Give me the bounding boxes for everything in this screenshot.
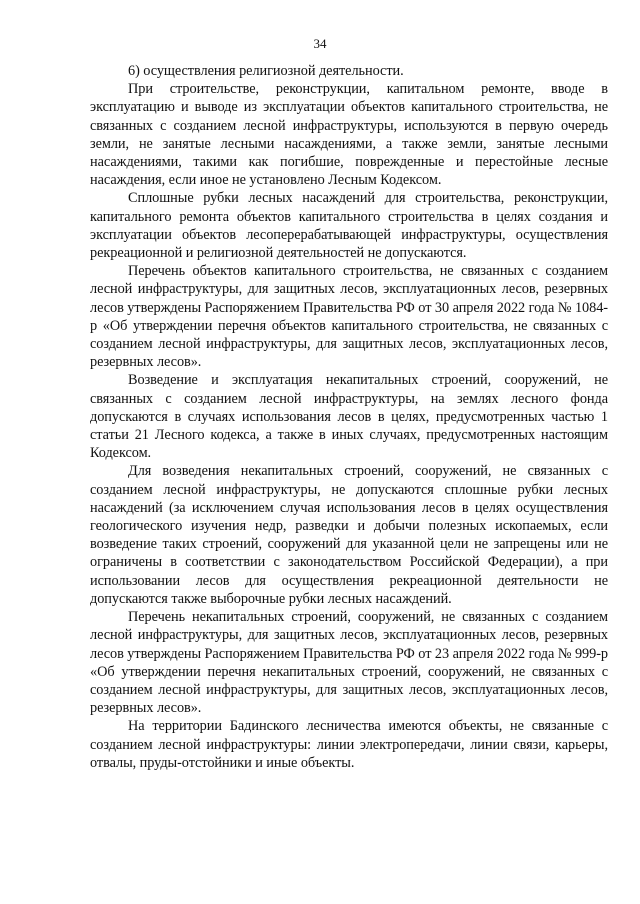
paragraph-2: При строительстве, реконструкции, капитальном ремонте, вводе в эксплуатацию и выводе из эксплуатации объектов капитального строительства, не связанных с созданием лесной инфраструктуры, используются в первую очередь земли, не занятые лесными насаждениями, а также земли, занятые лесными насаждениями, такими как погибшие, поврежденные и перестойные лесные насаждения, если иное не установлено Лесным Кодексом. [90, 81, 608, 189]
paragraph-8: На территории Бадинского лесничества имеются объекты, не связанные с созданием лесной инфраструктуры: линии электропередачи, линии связи, карьеры, отвалы, пруды-отстойники и иные объекты. [90, 718, 608, 771]
paragraph-6: Для возведения некапитальных строений, сооружений, не связанных с созданием лесной инфраструктуры, не допускаются сплошные рубки лесных насаждений (за исключением случая использования лесов в целях осуществления геологического изучения недр, разведки и добычи полезных ископаемых, если возведение таких строений, сооружений для указанной цели не запрещены или не ограничены в соответствии с законодательством Российской Федерации), а при использовании лесов для осуществления рекреационной деятельности не допускаются также выборочные рубки лесных насаждений. [90, 463, 608, 607]
page-number: 34 [313, 36, 327, 51]
paragraph-7: Перечень некапитальных строений, сооружений, не связанных с созданием лесной инфраструктуры, для защитных лесов, эксплуатационных лесов, резервных лесов утверждены Распоряжением Правительства РФ от 23 апреля 2022 года № 999-р «Об утверждении перечня некапитальных строений, сооружений, не связанных с созданием лесной инфраструктуры, для защитных лесов, эксплуатационных лесов, резервных лесов». [90, 609, 608, 717]
document-body [90, 62, 608, 772]
paragraph-1: 6) осуществления религиозной деятельности. [128, 63, 404, 79]
paragraph-3: Сплошные рубки лесных насаждений для строительства, реконструкции, капитального ремонта объектов капитального строительства в целях создания и эксплуатации объектов лесоперерабатывающей инфраструктуры, осуществления рекреационной и религиозной деятельностей не допускаются. [90, 190, 608, 262]
paragraph-5: Возведение и эксплуатация некапитальных строений, сооружений, не связанных с созданием лесной инфраструктуры, на землях лесного фонда допускаются в случаях использования лесов в целях, предусмотренных частью 1 статьи 21 Лесного кодекса, а также в иных случаях, предусмотренных настоящим Кодексом. [90, 372, 608, 462]
paragraph-4: Перечень объектов капитального строительства, не связанных с созданием лесной инфраструктуры, для защитных лесов, эксплуатационных лесов, резервных лесов утверждены Распоряжением Правительства РФ от 30 апреля 2022 года № 1084-р «Об утверждении перечня объектов капитального строительства, не связанных с созданием лесной инфраструктуры, для защитных лесов, эксплуатационных лесов, резервных лесов». [90, 263, 608, 371]
